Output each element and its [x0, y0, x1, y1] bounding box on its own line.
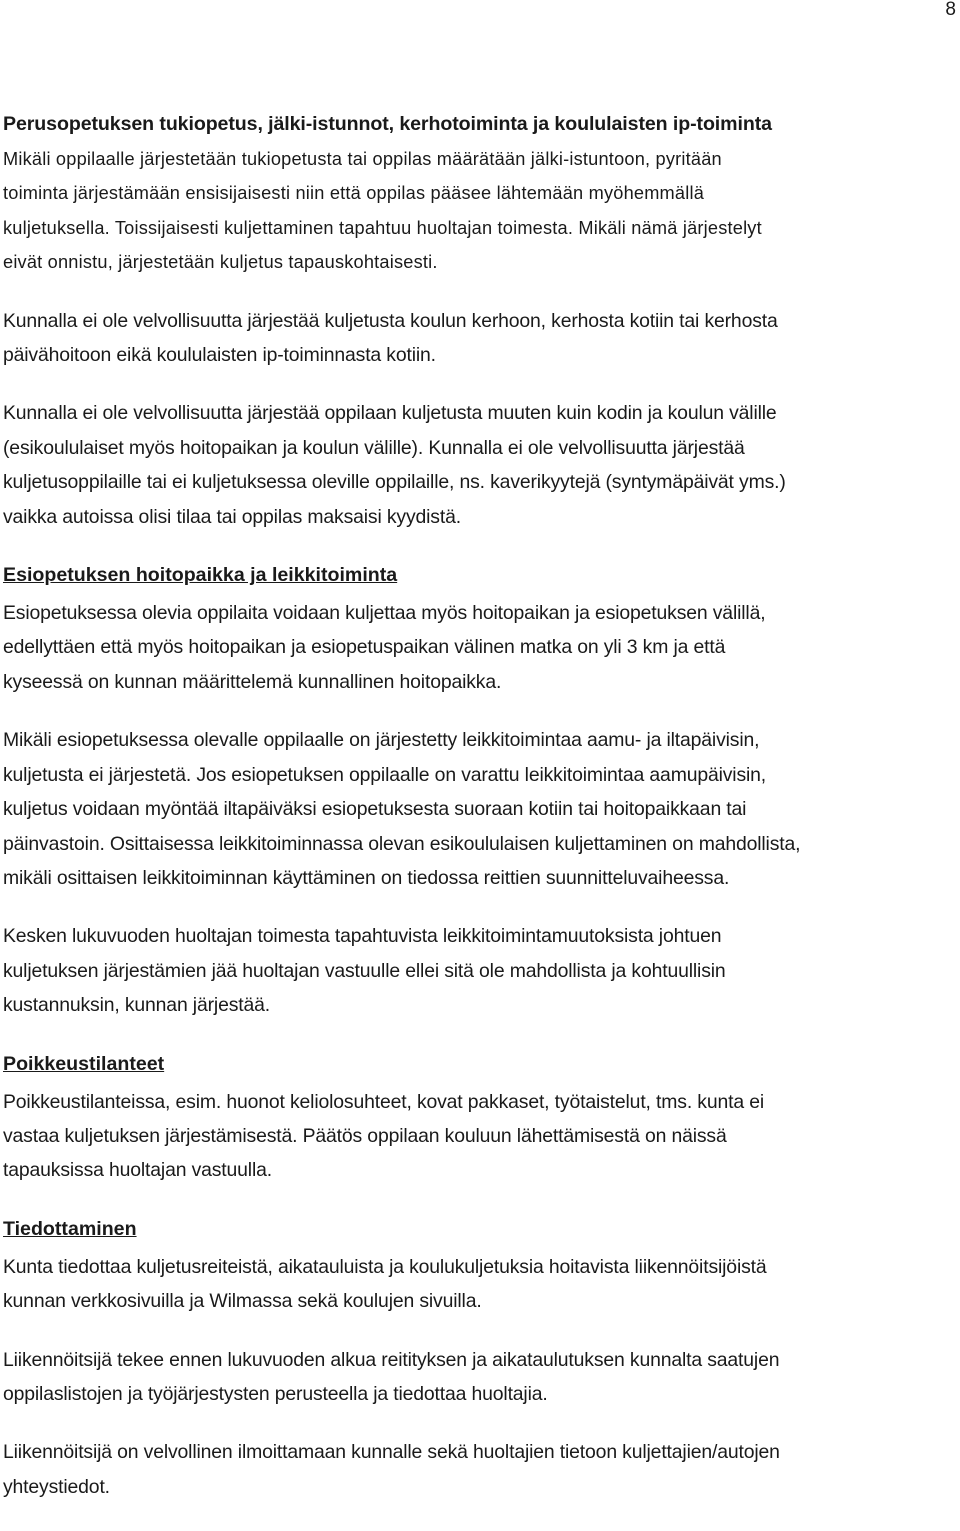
paragraph	[3, 304, 958, 373]
text-line: Mikäli oppilaalle järjestetään tukiopetusta tai oppilas määrätään jälki-istuntoon, pyritään	[3, 149, 722, 169]
paragraph	[3, 1085, 958, 1188]
text-line: toiminta järjestämään ensisijaisesti niin että oppilas pääsee lähtemään myöhemmällä	[3, 183, 705, 204]
paragraph	[3, 1250, 958, 1319]
text-line: edellyttäen että myös hoitopaikan ja esiopetuspaikan välinen matka on yli 3 km ja että	[3, 636, 726, 659]
paragraph	[3, 919, 958, 1022]
section-heading-perusopetus: Perusopetuksen tukiopetus, jälki-istunnot, kerhotoiminta ja koululaisten ip-toiminta	[3, 113, 772, 135]
paragraph	[3, 723, 958, 895]
text-line: Kunnalla ei ole velvollisuutta järjestää kuljetusta koulun kerhoon, kerhosta kotiin tai kerhosta	[3, 309, 778, 332]
text-line: Mikäli esiopetuksessa olevalle oppilaalle on järjestetty leikkitoimintaa aamu- ja iltapäivisin,	[3, 729, 760, 752]
text-line: Liikennöitsijä on velvollinen ilmoittamaan kunnalle sekä huoltajien tietoon kuljettajien/autojen	[3, 1441, 780, 1464]
text-line: Poikkeustilanteissa, esim. huonot keliolosuhteet, kovat pakkaset, työtaistelut, tms. kunta ei	[3, 1090, 765, 1113]
text-line: kuljetus voidaan myöntää iltapäiväksi esiopetuksesta suoraan kotiin tai hoitopaikkaan tai	[3, 798, 747, 821]
text-line: kuljetuksella. Toissijaisesti kuljettaminen tapahtuu huoltajan toimesta. Mikäli nämä järjestelyt	[3, 217, 762, 238]
paragraph	[3, 1435, 958, 1504]
text-line: eivät onnistu, järjestetään kuljetus tapauskohtaisesti.	[3, 252, 438, 273]
paragraph	[3, 396, 958, 534]
text-line: Kunta tiedottaa kuljetusreiteistä, aikatauluista ja koulukuljetuksia hoitavista liikennöitsijöistä	[3, 1255, 767, 1278]
section-heading-poikkeustilanteet: Poikkeustilanteet	[3, 1052, 165, 1075]
paragraph	[3, 596, 958, 699]
text-line: kuljetuksen järjestämien jää huoltajan vastuulle ellei sitä ole mahdollista ja kohtuullisin	[3, 959, 726, 982]
paragraph	[3, 142, 958, 280]
text-line: Kunnalla ei ole velvollisuutta järjestää oppilaan kuljetusta muuten kuin kodin ja koulun välille	[3, 402, 777, 425]
text-line: Esiopetuksessa olevia oppilaita voidaan kuljettaa myös hoitopaikan ja esiopetuksen välillä,	[3, 602, 766, 625]
text-line: kunnan verkkosivuilla ja Wilmassa sekä koulujen sivuilla.	[3, 1290, 482, 1313]
text-line: päivähoitoon eikä koululaisten ip-toiminnasta kotiin.	[3, 344, 436, 367]
text-line: kuljetusta ei järjestetä. Jos esiopetuksen oppilaalle on varattu leikkitoimintaa aamupäivisin,	[3, 763, 767, 786]
text-line: (esikoululaiset myös hoitopaikan ja koulun välille). Kunnalla ei ole velvollisuutta järjestää	[3, 436, 745, 459]
text-line: oppilaslistojen ja työjärjestysten perusteella ja tiedottaa huoltajia.	[3, 1382, 548, 1405]
text-line: yhteystiedot.	[3, 1475, 110, 1498]
paragraph	[3, 1343, 958, 1412]
text-line: mikäli osittaisen leikkitoiminnan käyttäminen on tiedossa reittien suunnitteluvaiheessa.	[3, 866, 730, 889]
text-line: kuljetusoppilaille tai ei kuljetuksessa oleville oppilaille, ns. kaverikyytejä (syntymäpäivät yms.)	[3, 471, 786, 494]
text-line: vaikka autoissa olisi tilaa tai oppilas maksaisi kyydistä.	[3, 505, 461, 528]
document-body	[3, 106, 958, 1528]
text-line: Liikennöitsijä tekee ennen lukuvuoden alkua reitityksen ja aikataulutuksen kunnalta saatujen	[3, 1348, 780, 1371]
section-heading-esiopetus: Esiopetuksen hoitopaikka ja leikkitoiminta	[3, 564, 398, 587]
text-line: tapauksissa huoltajan vastuulla.	[3, 1159, 272, 1182]
text-line: päinvastoin. Osittaisessa leikkitoiminnassa olevan esikoululaisen kuljettaminen on mahdollista,	[3, 832, 801, 855]
text-line: kustannuksin, kunnan järjestää.	[3, 994, 270, 1017]
text-line: kyseessä on kunnan määrittelemä kunnallinen hoitopaikka.	[3, 670, 502, 693]
page-number: 8	[945, 0, 956, 20]
section-heading-tiedottaminen: Tiedottaminen	[3, 1217, 137, 1240]
text-line: Kesken lukuvuoden huoltajan toimesta tapahtuvista leikkitoimintamuutoksista johtuen	[3, 925, 722, 948]
text-line: vastaa kuljetuksen järjestämisestä. Päätös oppilaan kouluun lähettämisestä on näissä	[3, 1124, 727, 1147]
